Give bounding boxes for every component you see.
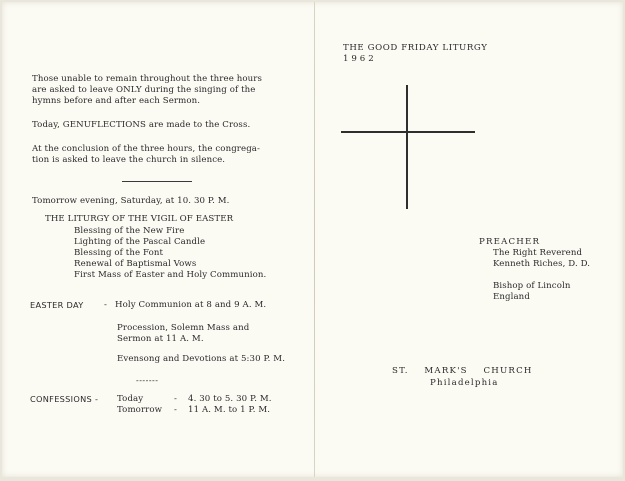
conclusion-line-1: At the conclusion of the three hours, the congrega-: [32, 144, 261, 154]
notice-line-2: are asked to leave ONLY during the singing of the: [32, 85, 256, 95]
bishop-line-2: England: [493, 292, 530, 302]
preacher-line-1: The Right Reverend: [493, 248, 583, 258]
easter-day-label: EASTER DAY: [30, 300, 84, 310]
church-name: ST. MARK'S CHURCH: [392, 366, 533, 376]
conclusion-line-2: tion is asked to leave the church in silence.: [32, 155, 226, 165]
preacher-line-2: Kenneth Riches, D. D.: [493, 259, 591, 269]
easter-day-communion: Holy Communion at 8 and 9 A. M.: [115, 300, 267, 310]
confessions-time-today: 4. 30 to 5. 30 P. M.: [188, 394, 272, 404]
confessions-sep-today: -: [174, 394, 178, 404]
section-divider: [122, 181, 192, 182]
confessions-day-tomorrow: Tomorrow: [117, 405, 163, 415]
vigil-item-5: First Mass of Easter and Holy Communion.: [74, 270, 267, 280]
genuflections-text: Today, GENUFLECTIONS are made to the Cross.: [32, 120, 251, 130]
vigil-title: THE LITURGY OF THE VIGIL OF EASTER: [45, 214, 234, 224]
dash-divider: -------: [136, 376, 159, 385]
notice-line-3: hymns before and after each Sermon.: [32, 96, 201, 106]
bishop-line-1: Bishop of Lincoln: [493, 281, 571, 291]
vigil-item-4: Renewal of Baptismal Vows: [74, 259, 197, 269]
liturgy-title: THE GOOD FRIDAY LITURGY: [343, 43, 488, 53]
confessions-time-tomorrow: 11 A. M. to 1 P. M.: [188, 405, 271, 415]
vigil-item-3: Blessing of the Font: [74, 248, 164, 258]
easter-procession-line-2: Sermon at 11 A. M.: [117, 334, 204, 344]
vigil-item-2: Lighting of the Pascal Candle: [74, 237, 206, 247]
vigil-item-1: Blessing of the New Fire: [74, 226, 185, 236]
notice-line-1: Those unable to remain throughout the three hours: [32, 74, 262, 84]
easter-day-separator: -: [104, 300, 108, 310]
cross-icon-horizontal: [341, 131, 475, 133]
page-fold: [314, 2, 315, 477]
confessions-sep-tomorrow: -: [174, 405, 178, 415]
church-city: Philadelphia: [430, 378, 499, 388]
evensong-text: Evensong and Devotions at 5:30 P. M.: [117, 354, 286, 364]
preacher-label: PREACHER: [479, 237, 541, 247]
easter-procession-line-1: Procession, Solemn Mass and: [117, 323, 250, 333]
confessions-day-today: Today: [117, 394, 144, 404]
liturgy-year: 1 9 6 2: [343, 54, 374, 64]
confessions-label: CONFESSIONS -: [30, 394, 99, 404]
saturday-text: Tomorrow evening, Saturday, at 10. 30 P. M.: [32, 196, 230, 206]
cross-icon-vertical: [406, 85, 408, 209]
program-sheet: [2, 2, 623, 477]
